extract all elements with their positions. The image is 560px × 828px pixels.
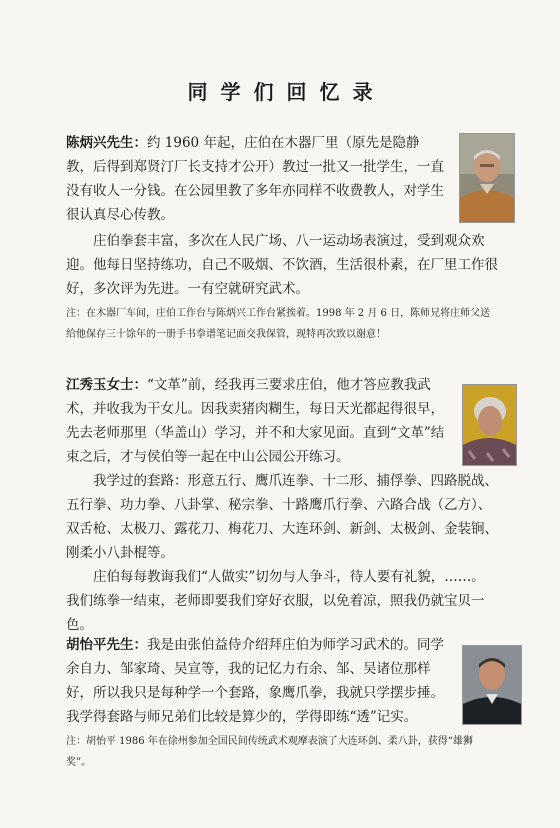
page-title: 同学们回忆录 xyxy=(187,80,386,104)
person-name: 胡怡平先生： xyxy=(66,637,147,653)
portrait-photo-jiang xyxy=(462,384,517,466)
intro-text: 我是由张伯益侍介绍拜庄伯为师学习武术的。同学余自力、邹家琦、吴宣等，我的记忆力冇余、邹、吴诸位那样好，所以我只是每种学一个套路，象鹰爪拳，我就只学摆步捶。我学得套路与师兄弟们比较是算少的，学得即练“透”记实。 xyxy=(66,637,444,725)
entry-jiang-body xyxy=(66,469,498,637)
entry-intro xyxy=(66,131,446,227)
note: 注：胡怡平 1986 年在徐州参加全国民间传统武术观摩表演了大连环剑、柔八卦，获得“雄狮奖”。 xyxy=(66,736,473,768)
portrait-photo-chen xyxy=(459,133,515,223)
entry-hu xyxy=(66,633,473,773)
paragraph: 我学过的套路：形意五行、鹰爪连拳、十二形、捕俘拳、四路脱战、五行拳、功力拳、八卦掌、秘宗拳、十路鹰爪行拳、六路合战（乙方）、双舌枪、太极刀、露花刀、梅花刀、大连环剑、新剑、太极剑、金装锏、刚柔小八卦棍等。 xyxy=(66,473,498,561)
person-name: 江秀玉女士： xyxy=(66,377,147,393)
entry-intro xyxy=(66,373,456,469)
person-name: 陈炳兴先生： xyxy=(66,135,147,151)
portrait-photo-hu xyxy=(462,645,522,725)
intro-text: “文革”前，经我再三要求庄伯，他才答应教我武术，并收我为干女儿。因我卖猪肉糊生，每日天光都起得很早，先去老师那里（华盖山）学习，并不和大家见面。直到“文革”结束之后，才与侯伯等一起在中山公园公开练习。 xyxy=(66,377,445,465)
entry-chen-body xyxy=(66,229,498,345)
paragraph: 庄伯每每教诲我们“人做实”切勿与人争斗，待人要有礼貌，……。我们练拳一结束，老师即要我们穿好衣服，以免着凉，照我仍就宝贝一色。 xyxy=(66,569,485,633)
intro-text: 约 1960 年起，庄伯在木器厂里（原先是隐静教，后得到郑贤汀厂长支持才公开）教过一批又一批学生，一直没有收人一分钱。在公园里教了多年亦同样不收费教人，对学生很认真尽心传教。 xyxy=(66,135,444,223)
note: 注：在木器厂车间，庄伯工作台与陈炳兴工作台紧挨着。1998 年 2 月 6 日，陈师兄将庄师父送给他保存三十馀年的一册手书拳谱笔记面交我保管，现特再次致以谢意！ xyxy=(66,308,491,340)
entry-intro xyxy=(66,633,452,729)
entry-chen xyxy=(66,131,446,227)
paragraph: 庄伯拳套丰富，多次在人民广场、八一运动场表演过，受到观众欢迎。他每日坚持练功，自己不吸烟、不饮酒，生活很朴素，在厂里工作很好，多次评为先进。一有空就研究武术。 xyxy=(66,233,498,297)
entry-jiang xyxy=(66,373,456,469)
